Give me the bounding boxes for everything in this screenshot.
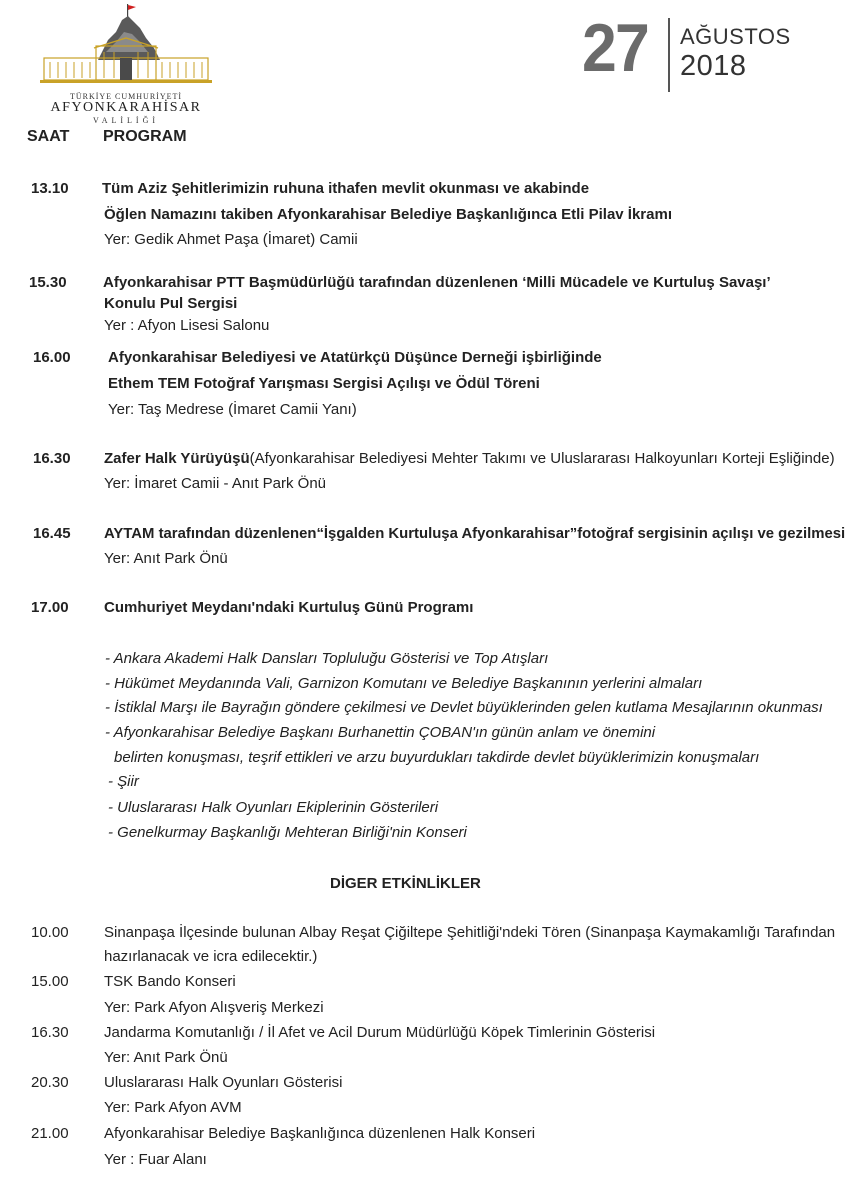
other-event-description: Jandarma Komutanlığı / İl Afet ve Acil Durum Müdürlüğü Köpek Timlerinin Gösterisi [104,1024,656,1041]
other-event-place: Yer: Park Afyon Alışveriş Merkezi [104,999,324,1016]
other-event-description: hazırlanacak ve icra edilecektir.) [104,948,318,965]
event-time: 16.00 [33,349,71,366]
event-description: Konulu Pul Sergisi [104,295,238,312]
ceremony-item: - İstiklal Marşı ile Bayrağın göndere çekilmesi ve Devlet büyüklerinden gelen kutlama Mesajlarının okunması [105,699,823,716]
event-description: Ethem TEM Fotoğraf Yarışması Sergisi Açılışı ve Ödül Töreni [108,375,540,392]
event-time: 16.30 [33,450,71,467]
other-event-time: 10.00 [31,924,69,941]
other-event-description: Sinanpaşa İlçesinde bulunan Albay Reşat Çiğiltepe Şehitliği'ndeki Tören (Sinanpaşa Kaymakamlığı Tarafından [104,924,836,941]
logo-line-city: AFYONKARAHİSAR [50,100,202,115]
event-description: Afyonkarahisar Belediyesi ve Atatürkçü Düşünce Derneği işbirliğinde [108,349,602,366]
other-event-place: Yer : Fuar Alanı [104,1151,207,1168]
event-time: 13.10 [31,180,69,197]
event-place: Yer: Gedik Ahmet Paşa (İmaret) Camii [104,231,358,248]
other-event-time: 15.00 [31,973,69,990]
ceremony-item: - Genelkurmay Başkanlığı Mehteran Birliği'nin Konseri [108,824,467,841]
event-title: Zafer Halk Yürüyüşü [104,450,250,467]
other-event-time: 21.00 [31,1125,69,1142]
other-events-title: DİGER ETKİNLİKLER [330,875,481,892]
ceremony-item: - Hükümet Meydanında Vali, Garnizon Komutanı ve Belediye Başkanının yerlerini almaları [105,675,703,692]
date-year: 2018 [680,50,747,82]
event-description: Afyonkarahisar PTT Başmüdürlüğü tarafından düzenlenen ‘Milli Mücadele ve Kurtuluş Savaşı’ [103,274,771,291]
governorship-logo [36,2,216,125]
event-description: Cumhuriyet Meydanı'ndaki Kurtuluş Günü Programı [104,599,474,616]
date-month: AĞUSTOS [680,24,791,49]
logo-line-republic: TÜRKİYE CUMHURİYETİ [69,92,183,101]
other-event-place: Yer: Park Afyon AVM [104,1099,242,1116]
event-time: 15.30 [29,274,67,291]
event-place: Yer: İmaret Camii - Anıt Park Önü [104,475,327,492]
other-event-time: 20.30 [31,1074,69,1091]
ceremony-item: - Afyonkarahisar Belediye Başkanı Burhanettin ÇOBAN'ın günün anlam ve önemini [105,724,656,741]
event-place: Yer : Afyon Lisesi Salonu [104,317,270,334]
event-time: 17.00 [31,599,69,616]
date-divider [668,18,670,92]
column-header-program: PROGRAM [103,128,187,145]
event-place: Yer: Anıt Park Önü [104,550,228,567]
castle-building-emblem [36,2,216,90]
date-day: 27 [582,10,648,86]
event-description: AYTAM tarafından düzenlenen“İşgalden Kurtuluşa Afyonkarahisar”fotoğraf sergisinin açılışı ve gezilmesi [104,525,846,542]
other-event-description: TSK Bando Konseri [104,973,236,990]
other-event-description: Uluslararası Halk Oyunları Gösterisi [104,1074,343,1091]
event-title-detail: (Afyonkarahisar Belediyesi Mehter Takımı ve Uluslararası Halkoyunları Korteji Eşliğinde) [249,450,835,467]
event-time: 16.45 [33,525,71,542]
ceremony-item: belirten konuşması, teşrif ettikleri ve arzu buyurdukları takdirde devlet büyüklerimizin konuşmaları [114,749,760,766]
ceremony-item: - Uluslararası Halk Oyunları Ekiplerinin Gösterileri [108,799,439,816]
other-event-description: Afyonkarahisar Belediye Başkanlığınca düzenlenen Halk Konseri [104,1125,536,1142]
other-event-time: 16.30 [31,1024,69,1041]
event-place: Yer: Taş Medrese (İmaret Camii Yanı) [108,401,357,418]
logo-line-governorship: VALİLİĞİ [92,116,160,125]
event-description [104,449,835,469]
event-description: Öğlen Namazını takiben Afyonkarahisar Belediye Başkanlığınca Etli Pilav İkramı [104,206,672,223]
event-description: Tüm Aziz Şehitlerimizin ruhuna ithafen mevlit okunması ve akabinde [102,180,590,197]
column-header-time: SAAT [27,128,70,145]
ceremony-item: - Ankara Akademi Halk Dansları Topluluğu Gösterisi ve Top Atışları [105,650,549,667]
ceremony-item: - Şiir [108,773,139,790]
other-event-place: Yer: Anıt Park Önü [104,1049,228,1066]
